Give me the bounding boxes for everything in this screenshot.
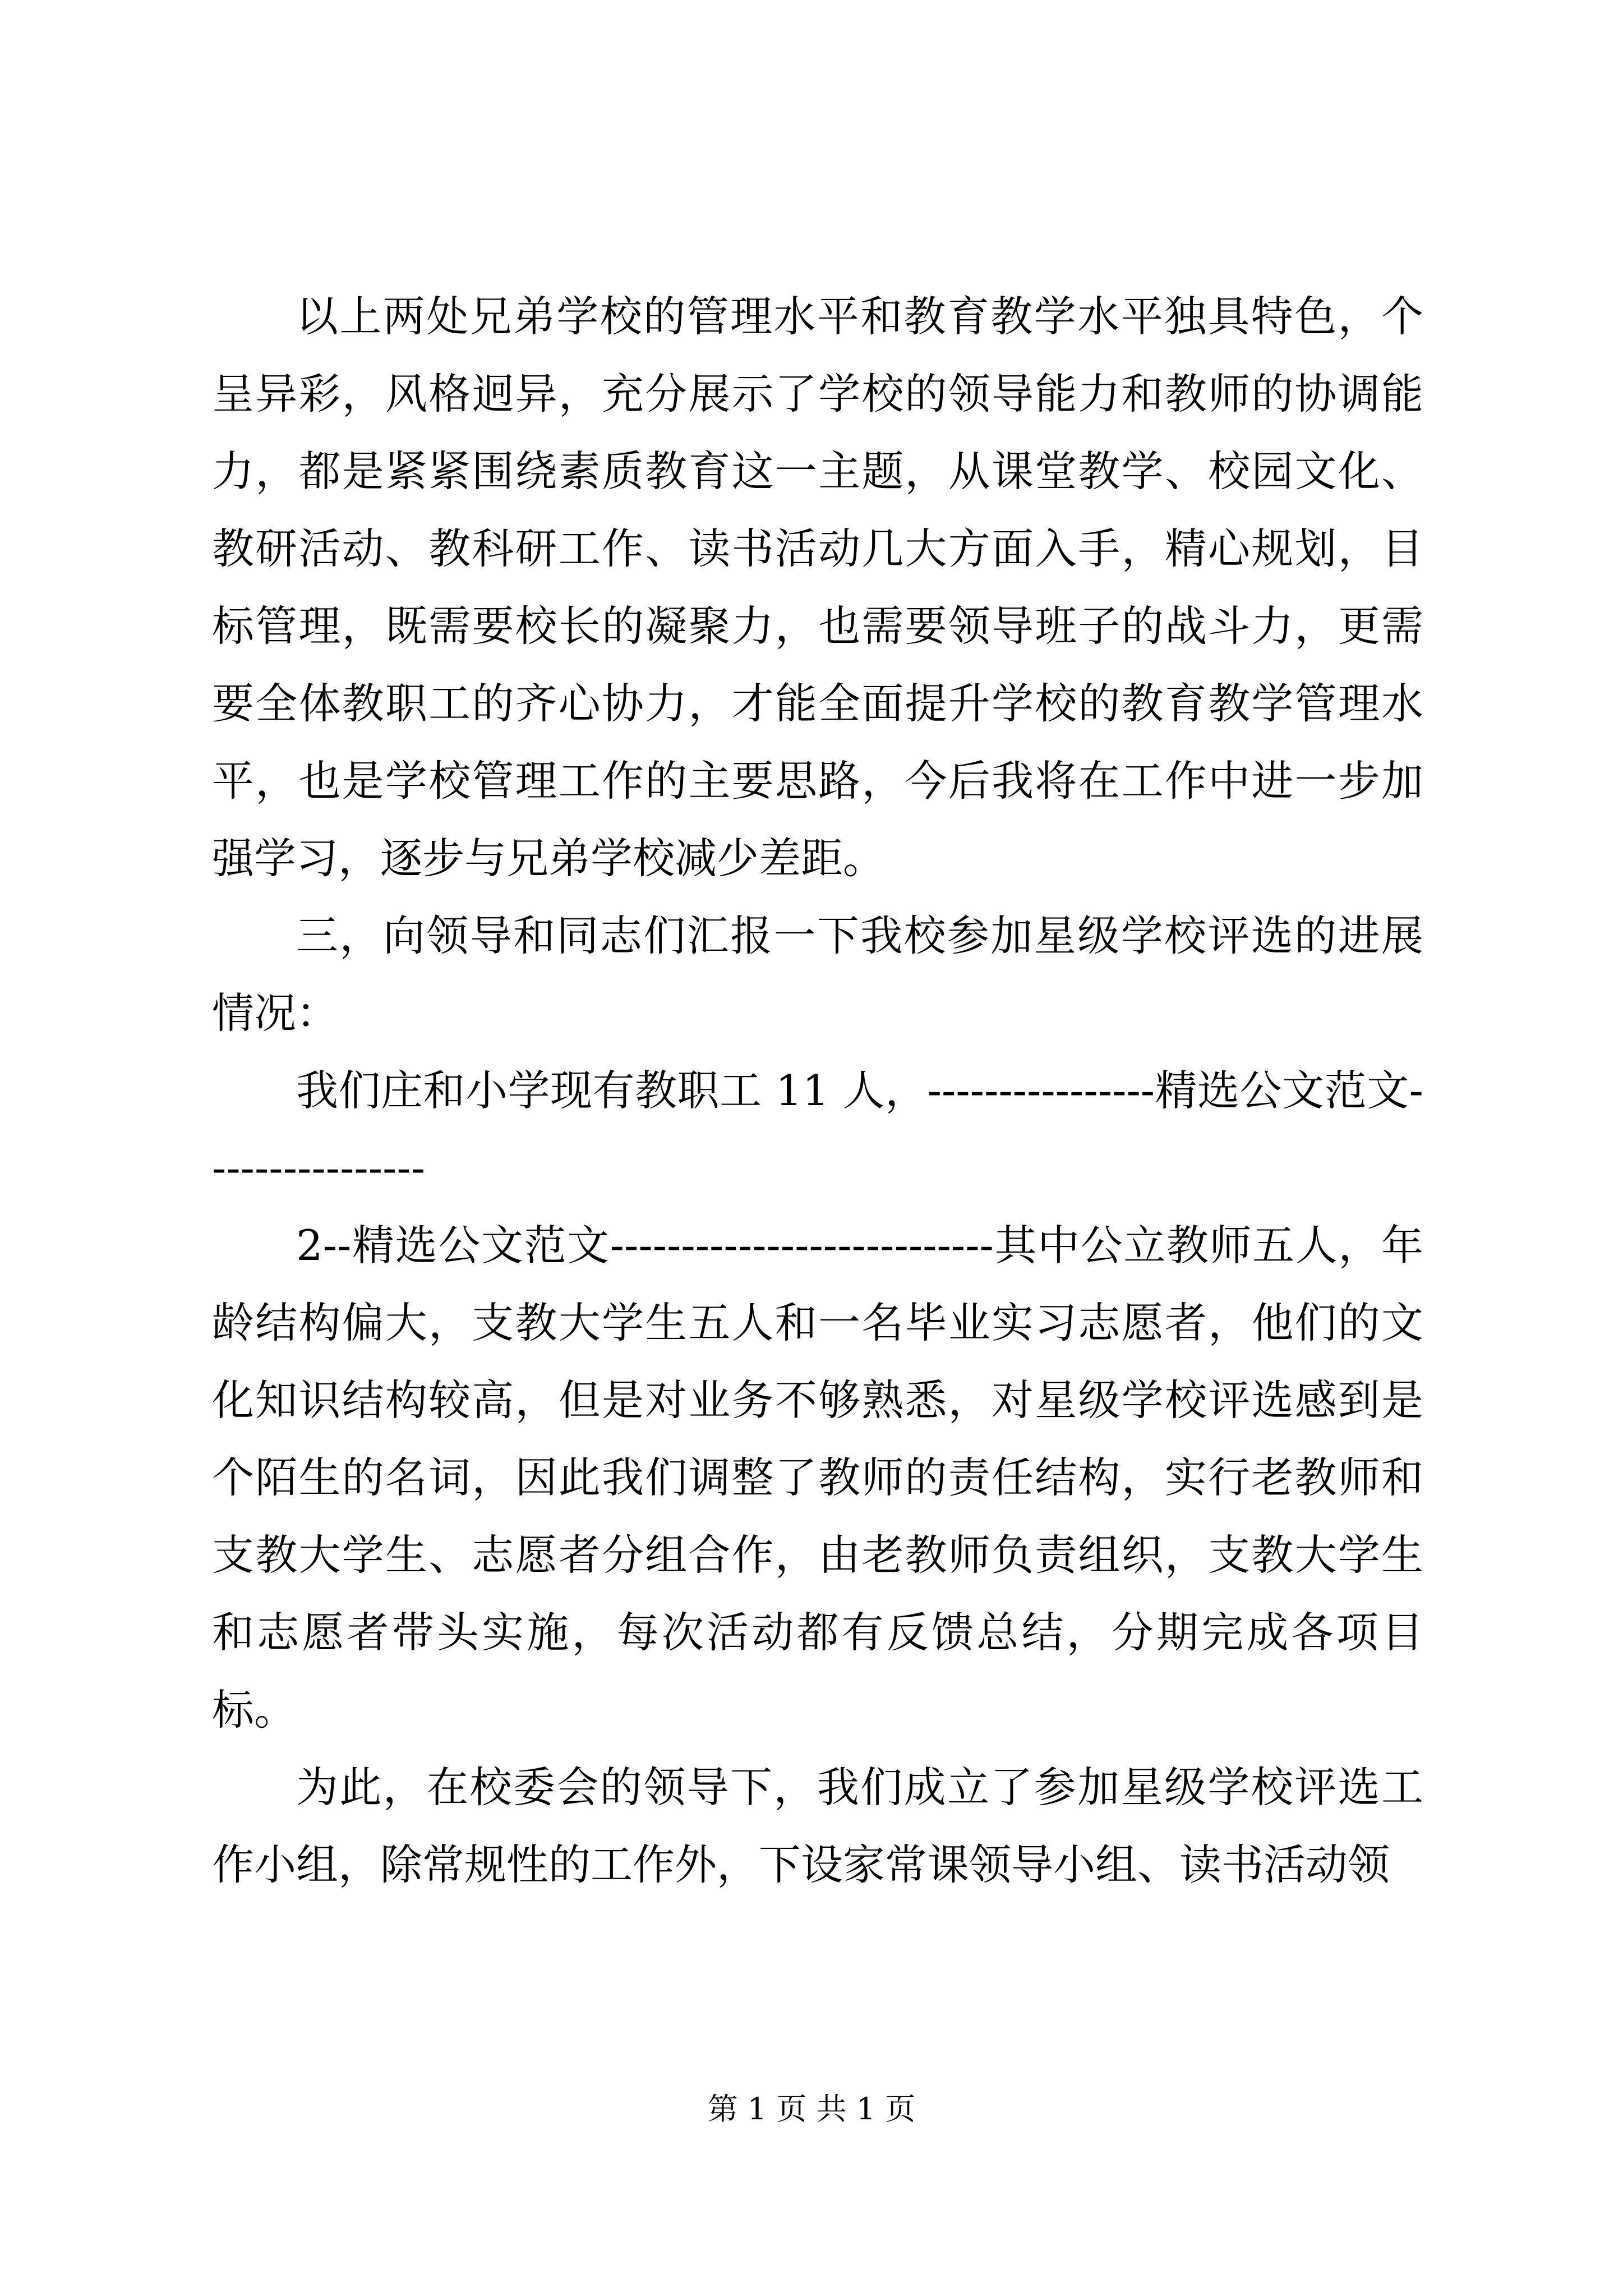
paragraph-5: 为此，在校委会的领导下，我们成立了参加星级学校评选工作小组，除常规性的工作外，下设家常课领导小组、读书活动领 (212, 1763, 1423, 1889)
paragraph-3: 我们庄和小学现有教职工 11 人，----------------精选公文范文---------------- (212, 1066, 1423, 1193)
paragraph-1: 以上两处兄弟学校的管理水平和教育教学水平独具特色，个呈异彩，风格迥异，充分展示了学校的领导能力和教师的协调能力，都是紧紧围绕素质教育这一主题，从课堂教学、校园文化、教研活动、教科研工作、读书活动几大方面入手，精心规划，目标管理，既需要校长的凝聚力，也需要领导班子的战斗力，更需要全体教职工的齐心协力，才能全面提升学校的教育教学管理水平，也是学校管理工作的主要思路，今后我将在工作中进一步加强学习，逐步与兄弟学校减少差距。 (212, 292, 1423, 883)
paragraph-2: 三，向领导和同志们汇报一下我校参加星级学校评选的进展情况： (212, 911, 1423, 1038)
document-body (212, 278, 1423, 1903)
page-footer: 第 1 页 共 1 页 (707, 2091, 916, 2127)
paragraph-4: 2--精选公文范文---------------------------其中公立教师五人，年龄结构偏大，支教大学生五人和一名毕业实习志愿者，他们的文化知识结构较高，但是对业务不够熟悉，对星级学校评选感到是个陌生的名词，因此我们调整了教师的责任结构，实行老教师和支教大学生、志愿者分组合作，由老教师负责组织，支教大学生和志愿者带头实施，每次活动都有反馈总结，分期完成各项目标。 (212, 1221, 1423, 1734)
